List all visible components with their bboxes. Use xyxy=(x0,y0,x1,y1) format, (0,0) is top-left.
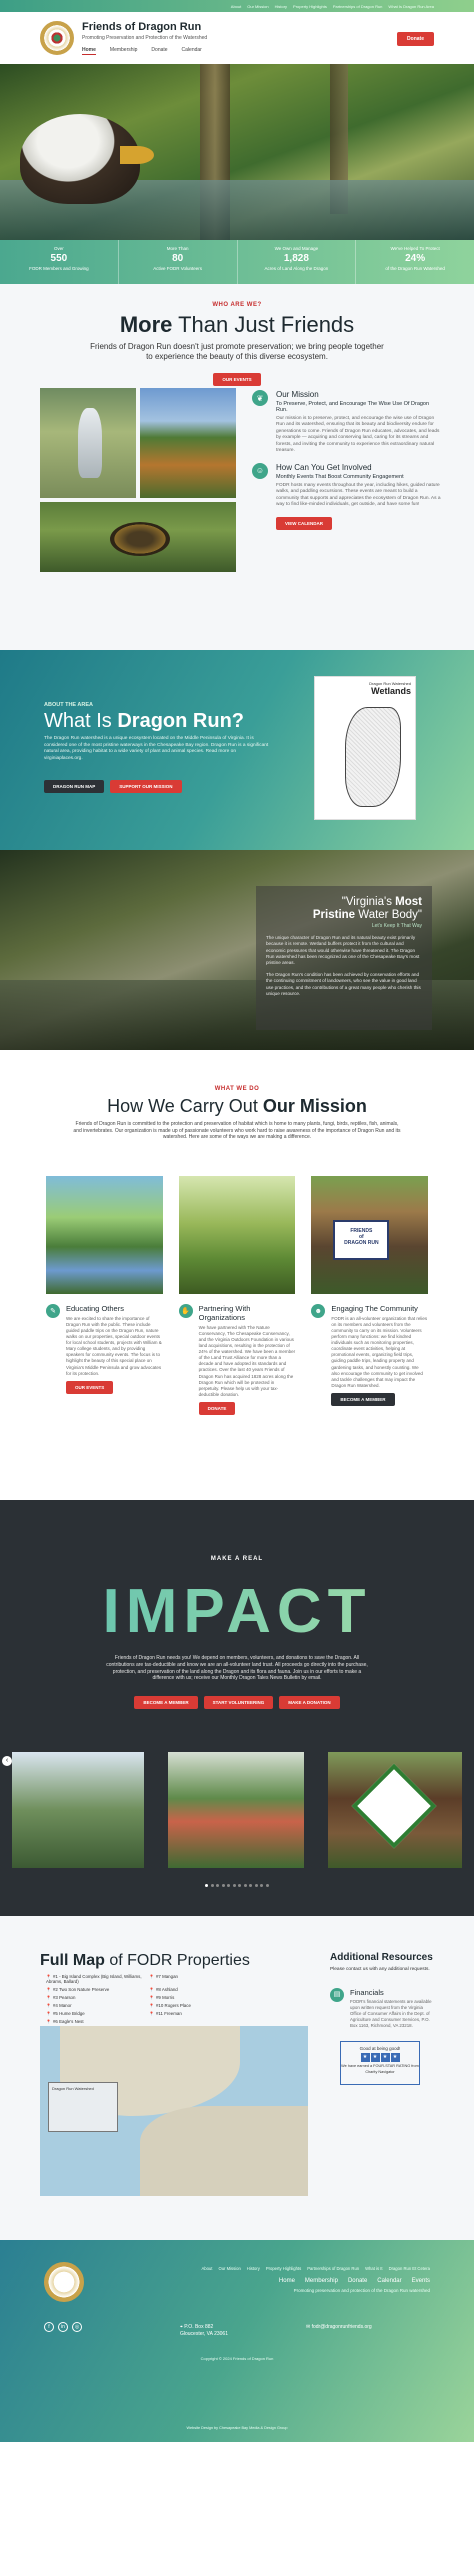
photo-slider[interactable] xyxy=(0,1752,474,1868)
slider-dots xyxy=(0,1884,474,1887)
eagle-beak xyxy=(120,146,154,164)
who-kicker: WHO ARE WE? xyxy=(212,302,262,308)
area-body: The Dragon Run watershed is a unique ecosystem located on the Middle Peninsula of Virginia. It is considered one of the most pristine waterways in the Chesapeake Bay region. Dragon Run is a significant natural area, providing habitat to a wide variety of plant and animal species. Read more on virginiaplaces.org. xyxy=(44,736,269,762)
site-header xyxy=(0,12,474,64)
heron xyxy=(78,408,102,478)
stat-acres: We Own and Manage 1,828 Acres of Land Along the Dragon xyxy=(238,240,357,284)
slider-dot[interactable] xyxy=(244,1884,247,1887)
bird-photo xyxy=(179,1176,296,1294)
turtle xyxy=(110,522,170,556)
copyright: Copyright © 2024 Friends of Dragon Run xyxy=(200,2356,274,2361)
impact-kicker: MAKE A REAL xyxy=(210,1556,264,1562)
mail-icon: ✉ xyxy=(306,2324,311,2330)
stat-volunteers: More Than 80 Active FODR Volunteers xyxy=(119,240,238,284)
resources-title: Additional Resources xyxy=(330,1952,433,1963)
how-lead: Friends of Dragon Run is committed to the protection and preservation of habitat which is home to many plants, fungi, birds, reptiles, fish, animals, and invertebrates. Our organization is made up of passionate volunteers who work hard to raise awareness of the importance of Dragon Run and its watershed. Here are some of the ways we are making a difference. xyxy=(73,1121,401,1140)
stat-protected: We've Helped To Protect 24% of the Dragon Run Watershed xyxy=(385,246,445,271)
properties-map-section xyxy=(0,1916,474,2240)
trail-marker-icon xyxy=(352,1764,437,1849)
slider-dot[interactable] xyxy=(249,1884,252,1887)
map-land xyxy=(140,2106,308,2196)
site-subtitle: Promoting Preservation and Protection of the Watershed xyxy=(82,35,208,41)
view-calendar-button[interactable]: VIEW CALENDAR xyxy=(276,517,332,530)
our-events-button[interactable]: OUR EVENTS xyxy=(213,373,260,386)
pristine-tagline: Let's Keep It That Way xyxy=(371,923,422,930)
site-footer xyxy=(0,2240,474,2442)
hero-image xyxy=(0,64,474,240)
slide-river xyxy=(12,1752,144,1868)
mission-item: ❦ Our Mission To Preserve, Protect, and Encourage The Wise Use Of Dragon Run. Our mission is to preserve, protect, and encourage the wise use of Dragon Run and its watershed, ensuring that its beauty and biodiversity endure for generations to come. Friends of Dragon Run educates, advocates, and leads by example — acquiring and conserving land, caring for its streams and forests, and inviting the community to experience this extraordinary natural treasure. xyxy=(252,390,442,455)
handshake-icon: ✋ xyxy=(179,1304,193,1318)
footer-links-secondary: About Our Mission History Property Highlights Partnerships of Dragon Run What is It Dragon Run Et Cetera xyxy=(201,2266,430,2271)
dragon-seal-icon xyxy=(49,30,65,46)
social-links xyxy=(44,2322,82,2332)
impact-description: Friends of Dragon Run needs you! We depend on members, volunteers, and donations to save the Dragon. All contributions are tax-deductible and know we are an all-volunteer land trust. All proceeds go directly into the purchase, protection, and preservation of the land along the Dragon and its flora and fauna. Join us in our efforts to make a difference with us; receive our Monthly Dragon Tales News Bulletin by email. xyxy=(106,1655,368,1682)
card-educating: ✎ Educating Others We are excited to share the importance of Dragon Run with the public. These include guided paddle trips on the Dragon Run, nature walks on our properties, special outdoor events for local school students, projects with William & Mary college students, and by providing speakers for community events. The focus is to highlight the beauty of this special place on Virginia's Middle Peninsula and grow advocates for its protection. OUR EVENTS xyxy=(46,1176,163,1476)
slider-dot[interactable] xyxy=(216,1884,219,1887)
pristine-paragraph: The unique character of Dragon Run and its natural beauty exist primarily because it is remote. Wetland buffers protect it from the cultural and economic pressures that would otherwise have threatened it. The Dragon Run watershed has been recognized as one of the Chesapeake Bay's most pristine areas. xyxy=(266,935,420,966)
about-area-section xyxy=(0,650,474,850)
nav-donate[interactable]: Donate xyxy=(151,47,168,53)
card-engaging: FRIENDS of DRAGON RUN ☻ Engaging The Community FODR is an all-volunteer organization that relies on its members and volunteers from the community to carry on its mission. Volunteers perform many functions: we find kindred individuals such as monitoring properties, coordinate event activities, helping at promotional events, organizing field trips, guiding paddle trips, leading property and gardening tasks, and honestly counting. We also encourage the community to get involved and tackle challenges that may impact the Dragon Run Watershed. BECOME A MEMBER xyxy=(311,1176,428,1476)
fodr-properties-map[interactable] xyxy=(40,2026,308,2196)
slider-dot[interactable] xyxy=(266,1884,269,1887)
who-section xyxy=(0,284,474,650)
design-credit[interactable]: Website Design by Chesapeake Bay Media & Design Group xyxy=(186,2426,288,2430)
slider-dot[interactable] xyxy=(211,1884,214,1887)
dragon-run-map-button[interactable]: DRAGON RUN MAP xyxy=(44,780,104,793)
area-kicker: ABOUT THE AREA xyxy=(44,702,93,708)
pristine-paragraph: The Dragon Run's condition has been achieved by conservation efforts and the continuing commitment of landowners, who see the value in good land use practices, and the contributions of a great many people who cherish this unique resource. xyxy=(266,972,421,996)
involved-item: ☺ How Can You Get Involved Monthly Events That Boost Community Engagement FODR hosts many events throughout the year, including hikes, guided nature walks, and paddling excursions. These events are meant to build a community that supports and appreciates the ecosystem of Dragon Run. As a way to find like-minded individuals, get outside, and have some fun! xyxy=(252,463,442,509)
community-icon: ☻ xyxy=(311,1304,325,1318)
slide-trail-sign xyxy=(328,1752,462,1868)
topbar-link[interactable]: Property Highlights xyxy=(293,3,327,9)
mission-column xyxy=(252,390,442,530)
pristine-section xyxy=(0,850,474,1050)
turtle-photo xyxy=(40,502,236,572)
resources-sub: Please contact us with any additional requests. xyxy=(330,1967,430,1972)
financials-item: ▤ Financials FODR's financial statements are available upon written request from the Virginia Office of Consumer Affairs in the Dept. of Agriculture and Consumer Services, P.O. Box 1163, Richmond, VA 23218. xyxy=(330,1988,434,2029)
footer-address: ⌖ P.O. Box 882 Gloucester, VA 23061 xyxy=(180,2324,228,2337)
instagram-icon[interactable]: ◎ xyxy=(72,2322,82,2332)
sign-photo xyxy=(311,1176,428,1294)
support-mission-button[interactable]: SUPPORT OUR MISSION xyxy=(110,780,181,793)
become-member-button[interactable]: BECOME A MEMBER xyxy=(134,1696,197,1709)
slider-dot[interactable] xyxy=(255,1884,258,1887)
start-volunteering-button[interactable]: START VOLUNTEERING xyxy=(204,1696,274,1709)
linkedin-icon[interactable]: in xyxy=(58,2322,68,2332)
footer-logo[interactable] xyxy=(44,2262,84,2302)
slider-dot[interactable] xyxy=(238,1884,241,1887)
topbar-link[interactable]: Partnerships of Dragon Run xyxy=(332,3,383,9)
book-icon: ✎ xyxy=(46,1304,60,1318)
topbar-link[interactable]: What Is Dragon Run Area xyxy=(388,3,434,9)
logo[interactable] xyxy=(40,21,74,55)
facebook-icon[interactable]: f xyxy=(44,2322,54,2332)
how-kicker: WHAT WE DO xyxy=(214,1086,260,1092)
make-donation-button[interactable]: MAKE A DONATION xyxy=(279,1696,339,1709)
who-heading: More Than Just Friends xyxy=(119,312,355,337)
area-title: What Is Dragon Run? xyxy=(44,710,245,732)
leaf-icon: ❦ xyxy=(252,390,268,406)
location-pin-icon: ⌖ xyxy=(180,2324,183,2330)
charity-navigator-badge[interactable]: Good at being good! ★ ★ ★ ★ We have earned a FOUR-STAR RATING from Charity Navigator xyxy=(340,2041,420,2085)
stats-bar xyxy=(0,240,474,284)
slider-dot[interactable] xyxy=(260,1884,263,1887)
who-lead: Friends of Dragon Run doesn't just promote preservation; we bring people together to experience the beauty of this diverse ecosystem. xyxy=(90,342,384,362)
topbar-link[interactable]: About xyxy=(230,3,242,9)
site-title[interactable]: Friends of Dragon Run xyxy=(82,21,202,33)
nav-membership[interactable]: Membership xyxy=(109,47,138,53)
four-star-rating: ★ ★ ★ ★ xyxy=(341,2053,419,2062)
become-member-button[interactable]: BECOME A MEMBER xyxy=(331,1393,394,1406)
footer-links-primary: Home Membership Donate Calendar Events xyxy=(278,2278,430,2284)
slide-group xyxy=(168,1752,304,1868)
donate-button[interactable]: DONATE xyxy=(199,1402,236,1415)
map-heading: Full Map of FODR Properties xyxy=(40,1952,250,1969)
photo-collage xyxy=(40,388,236,572)
slider-dot[interactable] xyxy=(233,1884,236,1887)
creek-photo xyxy=(46,1176,163,1294)
our-events-button[interactable]: OUR EVENTS xyxy=(66,1381,113,1394)
footer-email[interactable]: ✉ fodr@dragonrunfriends.org xyxy=(306,2324,372,2330)
how-heading: How We Carry Out Our Mission xyxy=(107,1096,367,1116)
wetlands-map[interactable]: Dragon Run Watershed Wetlands xyxy=(314,676,416,820)
how-cards xyxy=(46,1176,428,1476)
brand xyxy=(82,21,207,55)
slider-prev-icon[interactable]: ‹ xyxy=(2,1756,12,1766)
slider-dot[interactable] xyxy=(222,1884,225,1887)
forest-photo xyxy=(140,388,236,498)
slider-dot[interactable] xyxy=(227,1884,230,1887)
nav-home[interactable]: Home xyxy=(82,47,96,53)
document-icon: ▤ xyxy=(330,1988,344,2002)
main-nav xyxy=(82,47,207,55)
card-partnering: ✋ Partnering With Organizations We have partnered with The Nature Conservancy, The Chesapeake Conservancy, and the Virginia Outdoors Foundation in various land acquisitions, resulting in the protection of 24% of the watershed. We have been a member of the Land Trust Alliance for more than a decade and have adopted its standards and practices. Over the last 40 years Friends of Dragon Run has acquired 1828 acres along the Dragon Run which will be protected in perpetuity. Please help us with your tax-deductible donation. DONATE xyxy=(179,1176,296,1476)
donate-button[interactable]: Donate xyxy=(397,32,434,46)
resources-column xyxy=(330,1952,434,2085)
heron-photo xyxy=(40,388,136,498)
map-inset: Dragon Run Watershed xyxy=(48,2082,118,2132)
how-section xyxy=(0,1050,474,1500)
impact-heading: IMPACT xyxy=(0,1576,474,1647)
map-legend: 📍 #1 - Big Island Complex (Big Island, Williams, Abrams, Ballard) 📍 #7 Mangan 📍 #2 Two Son Nature Preserve 📍 #8 Ashland 📍 #3 Pearson 📍 #9 Morris 📍 #4 Manor 📍 #10 Rogers Place 📍 #5 Hume Bridge 📍 #11 Freeman 📍 #6 Eagle's Nest xyxy=(46,1974,246,2024)
watershed-outline xyxy=(345,707,401,807)
slider-dot[interactable] xyxy=(205,1884,208,1887)
impact-section xyxy=(0,1500,474,1916)
people-icon: ☺ xyxy=(252,463,268,479)
footer-tagline: Promoting preservation and protection of the Dragon Run watershed xyxy=(293,2288,430,2293)
topbar-link[interactable]: Our Mission xyxy=(247,3,269,9)
top-bar xyxy=(0,0,474,12)
topbar-link[interactable]: History xyxy=(274,3,288,9)
pristine-quote: "Virginia's Most Pristine Water Body" xyxy=(312,896,422,921)
pristine-card xyxy=(256,886,432,1030)
nav-calendar[interactable]: Calendar xyxy=(181,47,202,53)
friends-of-dragon-run-sign: FRIENDS of DRAGON RUN xyxy=(333,1220,389,1260)
stat-members: Over 550 FODR Members and Growing xyxy=(0,240,119,284)
